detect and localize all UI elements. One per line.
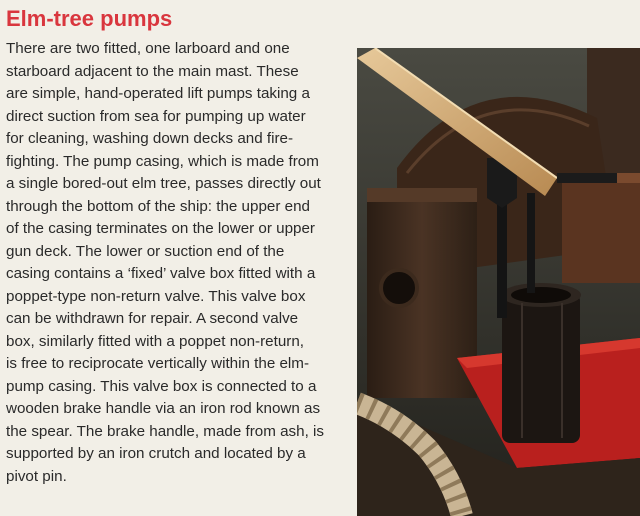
- text-line: direct suction from sea for pumping up water: [6, 107, 306, 125]
- text-line: is free to reciprocate vertically within the elm-: [6, 355, 310, 372]
- text-line: starboard adjacent to the main mast. These: [6, 62, 299, 80]
- text-line: the spear. The brake handle, made from ash, is: [6, 422, 324, 440]
- pump-photo-illustration: [357, 48, 640, 516]
- elm-tree-pump-photo: [357, 48, 640, 516]
- text-line: There are two fitted, one larboard and one: [6, 40, 290, 57]
- text-line: supported by an iron crutch and located by a: [6, 445, 306, 462]
- text-line: are simple, hand-operated lift pumps taking a: [6, 85, 310, 102]
- text-line: a single bored-out elm tree, passes directly out: [6, 175, 321, 192]
- section-heading: Elm-tree pumps: [6, 6, 173, 31]
- text-line: fighting. The pump casing, which is made from: [6, 152, 319, 170]
- text-line: through the bottom of the ship: the upper end: [6, 197, 310, 215]
- text-line: gun deck. The lower or suction end of the: [6, 242, 285, 260]
- text-line: for cleaning, washing down decks and fire-: [6, 130, 294, 147]
- text-line: of the casing terminates on the lower or upper: [6, 220, 315, 237]
- text-line: poppet-type non-return valve. This valve box: [6, 287, 306, 305]
- text-line: pump casing. This valve box is connected to a: [6, 377, 317, 395]
- text-line: casing contains a ‘fixed’ valve box fitted with a: [6, 265, 316, 282]
- text-line: box, similarly fitted with a poppet non-return,: [6, 332, 304, 350]
- text-line: can be withdrawn for repair. A second valve: [6, 310, 299, 327]
- text-line: wooden brake handle via an iron rod known as: [6, 400, 321, 417]
- body-text: [6, 38, 351, 488]
- text-line: pivot pin.: [6, 467, 67, 485]
